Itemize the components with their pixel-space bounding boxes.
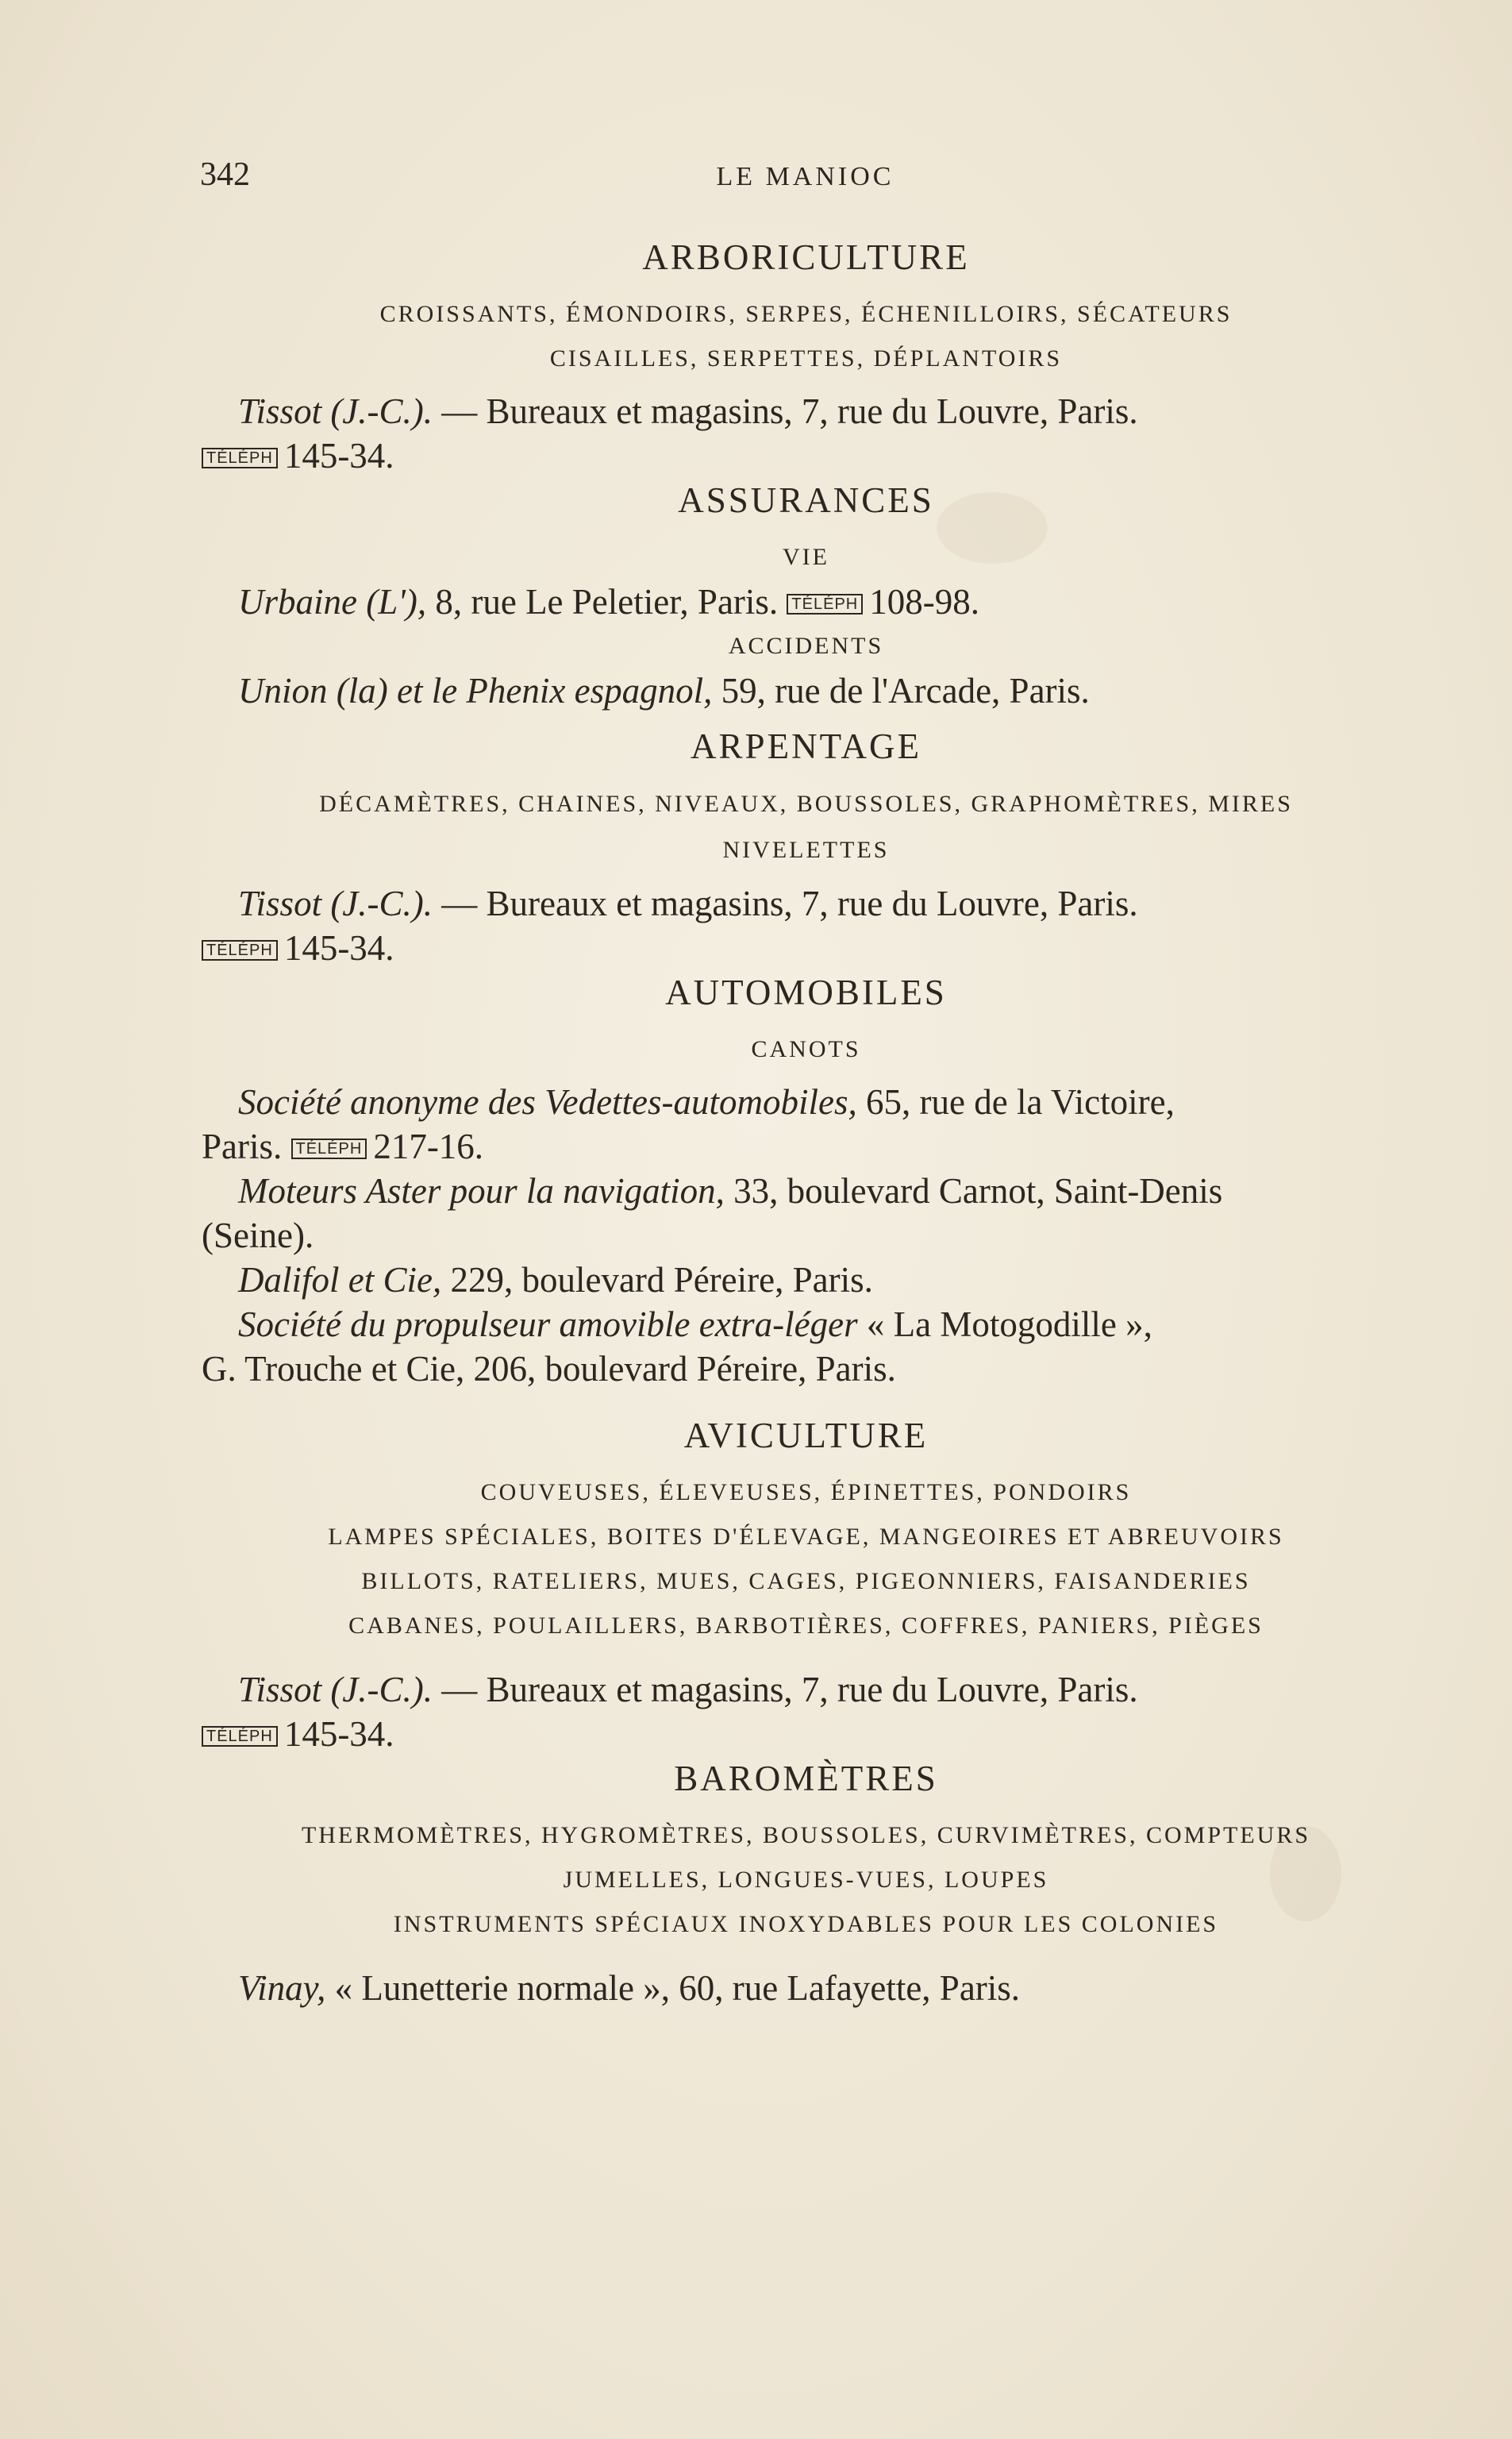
listing-continuation: G. Trouche et Cie, 206, boulevard Péreire, Paris. [202,1349,896,1389]
listing-continuation [202,1124,1410,1169]
subheading: VIE [783,544,829,570]
subheading: NIVELETTES [722,837,890,863]
telephone-badge: TÉLÉPH [202,448,278,468]
telephone-number: 217-16. [373,1127,484,1166]
listing-entry [202,669,1410,713]
listing-continuation [202,1712,1410,1756]
section-heading: BAROMÈTRES [674,1759,938,1798]
listing-name: Dalifol et Cie, [238,1260,442,1300]
telephone-number: 108-98. [869,582,979,622]
page-content [202,235,1410,2010]
listing-name: Tissot (J.-C.). [238,1670,433,1709]
listing-address: 59, rue de l'Arcade, Paris. [712,671,1090,711]
section-automobiles [202,970,1410,1391]
listing-entry [202,1258,1410,1302]
section-assurances [202,478,1410,713]
listing-name: Urbaine (L'), [238,582,427,622]
section-aviculture [202,1413,1410,1756]
listing-address: — Bureaux et magasins, 7, rue du Louvre, Paris. [433,1670,1138,1709]
telephone-number: 145-34. [283,436,394,476]
listing-name: Vinay, [238,1968,326,2008]
listing-name: Société du propulseur amovible extra-léger [238,1304,858,1344]
telephone-badge: TÉLÉPH [291,1139,367,1159]
subheading: LAMPES SPÉCIALES, BOITES D'ÉLEVAGE, MANGEOIRES ET ABREUVOIRS [328,1524,1284,1550]
listing-entry [202,580,1410,624]
running-head [200,156,1410,203]
listing-name: Société anonyme des Vedettes-automobiles, [238,1082,857,1122]
section-subheadings [202,781,1410,873]
listing-address: « La Motogodille », [857,1304,1152,1344]
subheading: CABANES, POULAILLERS, BARBOTIÈRES, COFFRES, PANIERS, PIÈGES [348,1613,1264,1639]
listing-entry [202,1169,1410,1258]
section-subheadings [202,292,1410,381]
listing-entry [202,1302,1410,1391]
listing-name: Tissot (J.-C.). [238,391,433,431]
telephone-badge: TÉLÉPH [787,594,863,615]
listing-address: 33, boulevard Carnot, Saint-Denis [724,1171,1223,1211]
subheading: JUMELLES, LONGUES-VUES, LOUPES [563,1867,1049,1893]
running-title: LE MANIOC [716,162,895,191]
section-heading: ASSURANCES [678,480,934,520]
subheading: CISAILLES, SERPETTES, DÉPLANTOIRS [549,345,1063,372]
section-subheadings [202,1813,1410,1947]
section-subheadings [202,1470,1410,1648]
section-heading: AVICULTURE [683,1416,929,1455]
telephone-badge: TÉLÉPH [202,940,278,961]
subheading: THERMOMÈTRES, HYGROMÈTRES, BOUSSOLES, CURVIMÈTRES, COMPTEURS [301,1822,1311,1848]
section-arboriculture [202,235,1410,478]
listing-continuation [202,433,1410,478]
section-heading: AUTOMOBILES [665,973,947,1012]
page-number: 342 [200,156,250,193]
section-subheadings [202,1027,1410,1072]
listing-entry [202,389,1410,478]
telephone-badge: TÉLÉPH [202,1726,278,1747]
listing-address: — Bureaux et magasins, 7, rue du Louvre, Paris. [433,884,1138,923]
listing-address: 65, rue de la Victoire, [856,1082,1175,1122]
section-heading: ARPENTAGE [691,726,921,766]
listing-address: « Lunetterie normale », 60, rue Lafayette, Paris. [325,1968,1021,2008]
listing-entry [202,1966,1410,2010]
listing-address: — Bureaux et magasins, 7, rue du Louvre, Paris. [433,391,1138,431]
listing-continuation [202,926,1410,970]
telephone-number: 145-34. [283,1714,394,1754]
listing-entry [202,881,1410,970]
subheading: COUVEUSES, ÉLEVEUSES, ÉPINETTES, PONDOIRS [480,1479,1132,1505]
telephone-number: 145-34. [283,928,394,968]
subheading: INSTRUMENTS SPÉCIAUX INOXYDABLES POUR LES COLONIES [393,1911,1219,1937]
listing-address: 229, boulevard Péreire, Paris. [441,1260,873,1300]
listing-address: 8, rue Le Peletier, Paris. [426,582,779,622]
subheading: ACCIDENTS [728,633,884,659]
subheading: CROISSANTS, ÉMONDOIRS, SERPES, ÉCHENILLOIRS, SÉCATEURS [379,301,1233,327]
section-barometres [202,1756,1410,2010]
section-heading: ARBORICULTURE [642,237,970,277]
section-arpentage [202,724,1410,970]
subheading: BILLOTS, RATELIERS, MUES, CAGES, PIGEONNIERS, FAISANDERIES [361,1568,1251,1594]
listing-entry [202,1080,1410,1169]
listing-name: Tissot (J.-C.). [238,884,433,923]
subheading: CANOTS [751,1036,861,1062]
listing-continuation: (Seine). [202,1216,314,1255]
listing-name: Union (la) et le Phenix espagnol, [238,671,713,711]
subheading: DÉCAMÈTRES, CHAINES, NIVEAUX, BOUSSOLES, GRAPHOMÈTRES, MIRES [319,791,1293,817]
listing-entry [202,1667,1410,1756]
listing-city: Paris. [202,1127,283,1166]
listing-name: Moteurs Aster pour la navigation, [238,1171,725,1211]
